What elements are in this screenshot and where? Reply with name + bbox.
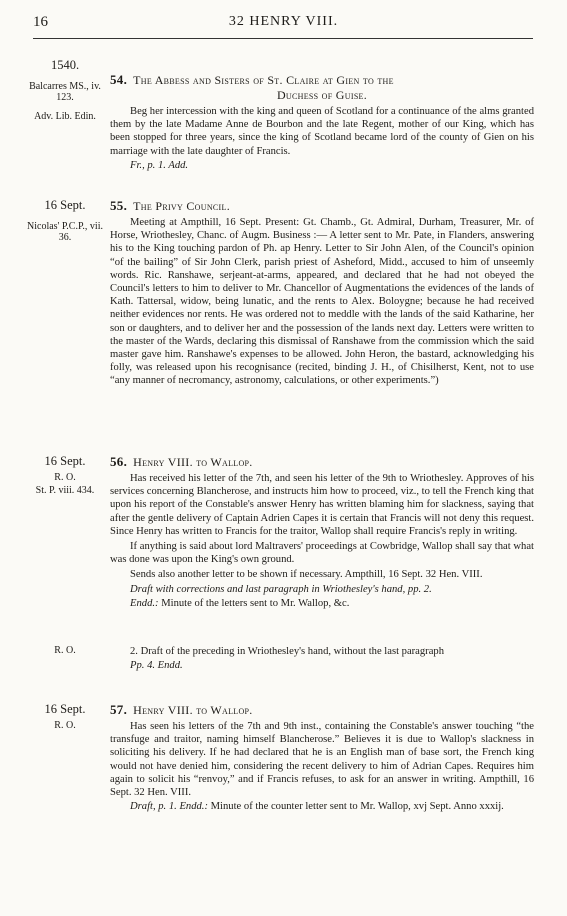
source-ref: St. P. viii. 434. — [35, 485, 95, 496]
entry-body: 2. Draft of the preceding in Wriothesley's hand, without the last paragraph — [130, 646, 445, 657]
entry-57 — [110, 702, 534, 813]
entry-56-2 — [110, 643, 534, 672]
entry-body-paragraph-3: Sends also another letter to be shown if necessary. Ampthill, 16 Sept. 32 Hen. VIII. — [130, 569, 483, 581]
endorsement-text: Minute of the counter letter sent to Mr. Wallop, xvj Sept. Anno xxxij. — [210, 801, 504, 813]
entry-endorsement — [110, 800, 534, 813]
entry-footnote — [110, 583, 534, 596]
entry-title: Henry VIII. to Wallop. — [133, 455, 253, 469]
margin-note-56 — [26, 454, 104, 496]
entry-date: 16 Sept. — [44, 702, 86, 716]
entry-heading — [110, 702, 534, 718]
footnote-text: Draft with corrections and last paragraph in Wriothesley's hand, pp. 2. — [130, 583, 432, 595]
margin-note-56-2 — [26, 645, 104, 656]
entry-number: 57. — [110, 702, 128, 717]
entry-number: 55. — [110, 198, 128, 213]
entry-number: 54. — [110, 72, 128, 87]
entry-date: 1540. — [50, 58, 80, 72]
entry-title-line2: Duchess of Guise. — [276, 88, 368, 102]
endorsement-label: Draft, p. 1. Endd.: — [130, 801, 208, 813]
endorsement-label: Endd.: — [130, 597, 159, 609]
entry-number: 56. — [110, 454, 128, 469]
source-ref: R. O. — [54, 645, 76, 656]
endorsement-text: Minute of the letters sent to Mr. Wallop, &c. — [161, 597, 350, 609]
entry-body: Meeting at Ampthill, 16 Sept. Present: Gt. Chamb., Gt. Admiral, Durham, Treasurer, Mr. of Horse, Wriothesley, Chanc. of Augm. Business :— A letter sent to Mr. Pate, in Flanders, answering his to the King touching pardon of Ph. ap Henry. Letter to Sir John Alen, of the Council's opinion “of the bailing” of Sir John Clerk, parish priest of Asheford, Midd., accused to him of unseemly words. Ric. Ranshawe, serjeant-at-arms, appeared, and declared that he had not obeyed the Council's letters to him to deliver to Mr. Chancellor of Augmentations the evidences of the lands of Kath. Tattersal, widow, being lunatic, and the rents to Alex. Boloygne; because he had received neither evidences nor rents. He was ordered not to meddle with the lands of the said Katharine, her son or daughters, and to deliver her and the possession of the lands next day. Letters were written to the master of the Wards, declaring this dismissal of Ranshawe from the commission which the said master gave him. Ranshawe's expenses to be allowed. John Heron, the bastard, acknowledging his folly, was released upon his recognisance (recited, binding J. H., of Chisilherst, Kent, not to use “any manner of necromancy, astronomy, calculations, or other experiments.”) — [110, 217, 534, 387]
footnote-text: Pp. 4. Endd. — [130, 660, 183, 672]
margin-note-55 — [26, 198, 104, 243]
header-rule — [33, 38, 533, 39]
entry-56 — [110, 454, 534, 610]
entry-title: The Abbess and Sisters of St. Claire at Gien to the — [133, 73, 394, 87]
entry-heading — [110, 72, 534, 103]
entry-footnote — [110, 659, 534, 672]
page-header — [0, 14, 567, 36]
margin-note-57 — [26, 702, 104, 731]
entry-date: 16 Sept. — [44, 198, 86, 212]
footnote-text: Fr., p. 1. Add. — [130, 159, 189, 171]
entry-heading — [110, 454, 534, 470]
entry-body: Has received his letter of the 7th, and seen his letter of the 9th to Wriothesley. Approves of his services concerning Blancherose, and instructs him how to proceed, viz., to tell the French king that upon his report of the Constable's answer Henry has written blaming him for slackness, saying that after the gentle delivery of Captain Adrien Capes it is certain that Francis will not deny this request. Since Henry has written to Francis for the traitor, Wallop shall require Francis's reply in writing. — [110, 473, 534, 537]
entry-heading — [110, 198, 534, 214]
entry-body: Beg her intercession with the king and queen of Scotland for a continuance of the alms granted them by the late Madame Anne de Bourbon and the late Regent, mother of our King, which has been stopped for three years, since the king of Scotland became lord of the county of Gien on his marriage with the late daughter of Francis. — [110, 106, 534, 157]
source-ref: R. O. — [54, 720, 76, 731]
entry-title: Henry VIII. to Wallop. — [133, 703, 253, 717]
margin-note-54 — [26, 58, 104, 122]
source-ref: Nicolas' P.C.P., vii. 36. — [27, 221, 103, 243]
entry-endorsement — [110, 597, 534, 610]
source-ref: R. O. — [54, 472, 76, 483]
entry-55 — [110, 198, 534, 388]
entry-body: Has seen his letters of the 7th and 9th inst., containing the Constable's answer touching “the transfuge and traitor, naming himself Blancherose.” Believes it is due to Wallop's slackness in soliciting his delivery. If he had declared that he is an English man of base sort, the French king would not have denied him, considering the recent delivery to him of Adrian Capes. Requires him again to solicit his “renvoy,” and if Francis refuses, to ask for an answer in writing. Ampthill, 16 Sept. 32 Hen. VIII. — [110, 721, 534, 799]
entry-body-paragraph-2: If anything is said about lord Maltravers' proceedings at Cowbridge, Wallop shall say that what was done was upon the King's own ground. — [110, 541, 534, 566]
source-ref: Adv. Lib. Edin. — [34, 111, 96, 122]
entry-date: 16 Sept. — [44, 454, 86, 468]
entry-footnote — [110, 159, 534, 172]
entry-title: The Privy Council. — [133, 199, 231, 213]
page-number: 16 — [33, 14, 48, 30]
source-ref: Balcarres MS., iv. 123. — [29, 81, 101, 103]
entry-54 — [110, 72, 534, 172]
running-title: 32 HENRY VIII. — [228, 14, 339, 29]
